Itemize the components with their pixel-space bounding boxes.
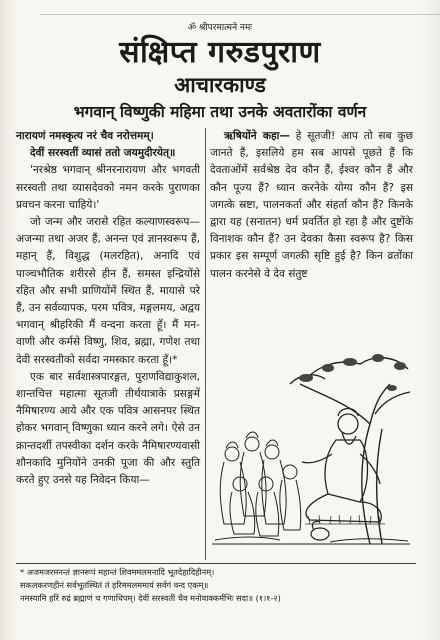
right-column (210, 128, 413, 283)
footnote-line-2: सकलकरणहीनं सर्वभूतस्थितं तं हरिममलममायं सर्वगं वन्द एकम्॥ (20, 580, 209, 590)
left-column (16, 128, 200, 489)
footnote-rule (16, 563, 416, 564)
invocation: ॐ श्रीपरमात्मने नमः (187, 23, 253, 33)
paragraph-rishi (210, 128, 413, 283)
chapter-heading: भगवान् विष्णुकी महिमा तथा उनके अवतारोंका वर्णन (73, 103, 367, 121)
footnote (20, 566, 416, 605)
speaker-label: ऋषियोंने कहा— (224, 130, 290, 142)
footnote-line-1: * अजमजरमनन्तं ज्ञानरूपं महान्तं शिवममलमनादिं भूतदेहादिहीनम्। (20, 567, 215, 577)
verse-line-2: देवीं सरस्वतीं व्यासं ततो जयमुदीरयेत्॥ (30, 147, 176, 160)
verse-line-1: नारायणं नमस्कृत्य नरं चैव नरोत्तमम्। (16, 130, 154, 142)
page-header-strip (40, 0, 440, 15)
paragraph-2: जो जन्म और जरासे रहित कल्याणस्वरूप—अजन्मा तथा अजर हैं, अनन्त एवं ज्ञानस्वरूप हैं, महान् हैं, विशुद्ध (मलरहित), अनादि एवं पाञ्चभौतिक शरीरसे हीन हैं, समस्त इन्द्रियोंसे रहित और सभी प्राणियोंमें स्थित हैं, मायासे परे हैं, उन सर्वव्यापक, परम पवित्र, मङ्गलमय, अद्वय भगवान् श्रीहरिकी मैं वन्दना करता हूँ। मैं मन-वाणी और कर्मसे विष्णु, शिव, ब्रह्मा, गणेश तथा देवी सरस्वतीको सर्वदा नमस्कार करता हूँ।* (16, 216, 200, 366)
page-title: संक्षिप्त गरुडपुराण (119, 35, 321, 70)
paragraph-3: एक बार सर्वशास्त्रपारङ्गत, पुराणविद्याकुशल, शान्तचित्त महात्मा सूतजी तीर्थयात्राके प्रसङ्गमें नैमिषारण्य आये और एक पवित्र आसनपर स्थित होकर भगवान् विष्णुका ध्यान करने लगे। ऐसे उन क्रान्तदर्शी तपस्वीका दर्शन करके नैमिषारण्यवासी शौनकादि मुनियोंने उनकी पूजा की और स्तुति करते हुए उनसे यह निवेदन किया— (16, 370, 200, 487)
footnote-line-3: नमस्यामि हरिं रुद्रं ब्रह्माणं च गणाधिपम्। देवीं सरस्वतीं चैव मनोवाक्कर्मभिः सदा॥ (१।१-२) (20, 593, 281, 603)
column-divider (205, 128, 206, 560)
sage-illustration (210, 344, 413, 556)
rishi-question-text: हे सूतजी! आप तो सब कुछ जानते हैं, इसलिये हम सब आपसे पूछते हैं कि देवताओंमें सर्वश्रेष्ठ देव कौन हैं, ईश्वर कौन हैं और कौन पूज्य हैं? ध्यान करनेके योग्य कौन हैं? इस जगत्के स्रष्टा, पालनकर्ता और संहर्ता कौन हैं? किनके द्वारा यह (सनातन) धर्म प्रवर्तित हो रहा है और दुष्टोंके विनाशक कौन हैं? उन देवका कैसा स्वरूप है? किस प्रकार इस सम्पूर्ण जगत्की सृष्टि हुई है? किन व्रतोंका पालन करनेसे वे देव संतुष्ट (210, 130, 414, 280)
page-subtitle: आचारकाण्ड (174, 73, 266, 97)
paragraph-1: 'नरश्रेष्ठ भगवान् श्रीनरनारायण और भगवती सरस्वती तथा व्यासदेवको नमन करके पुराणका प्रवचन करना चाहिये।' (16, 164, 200, 211)
